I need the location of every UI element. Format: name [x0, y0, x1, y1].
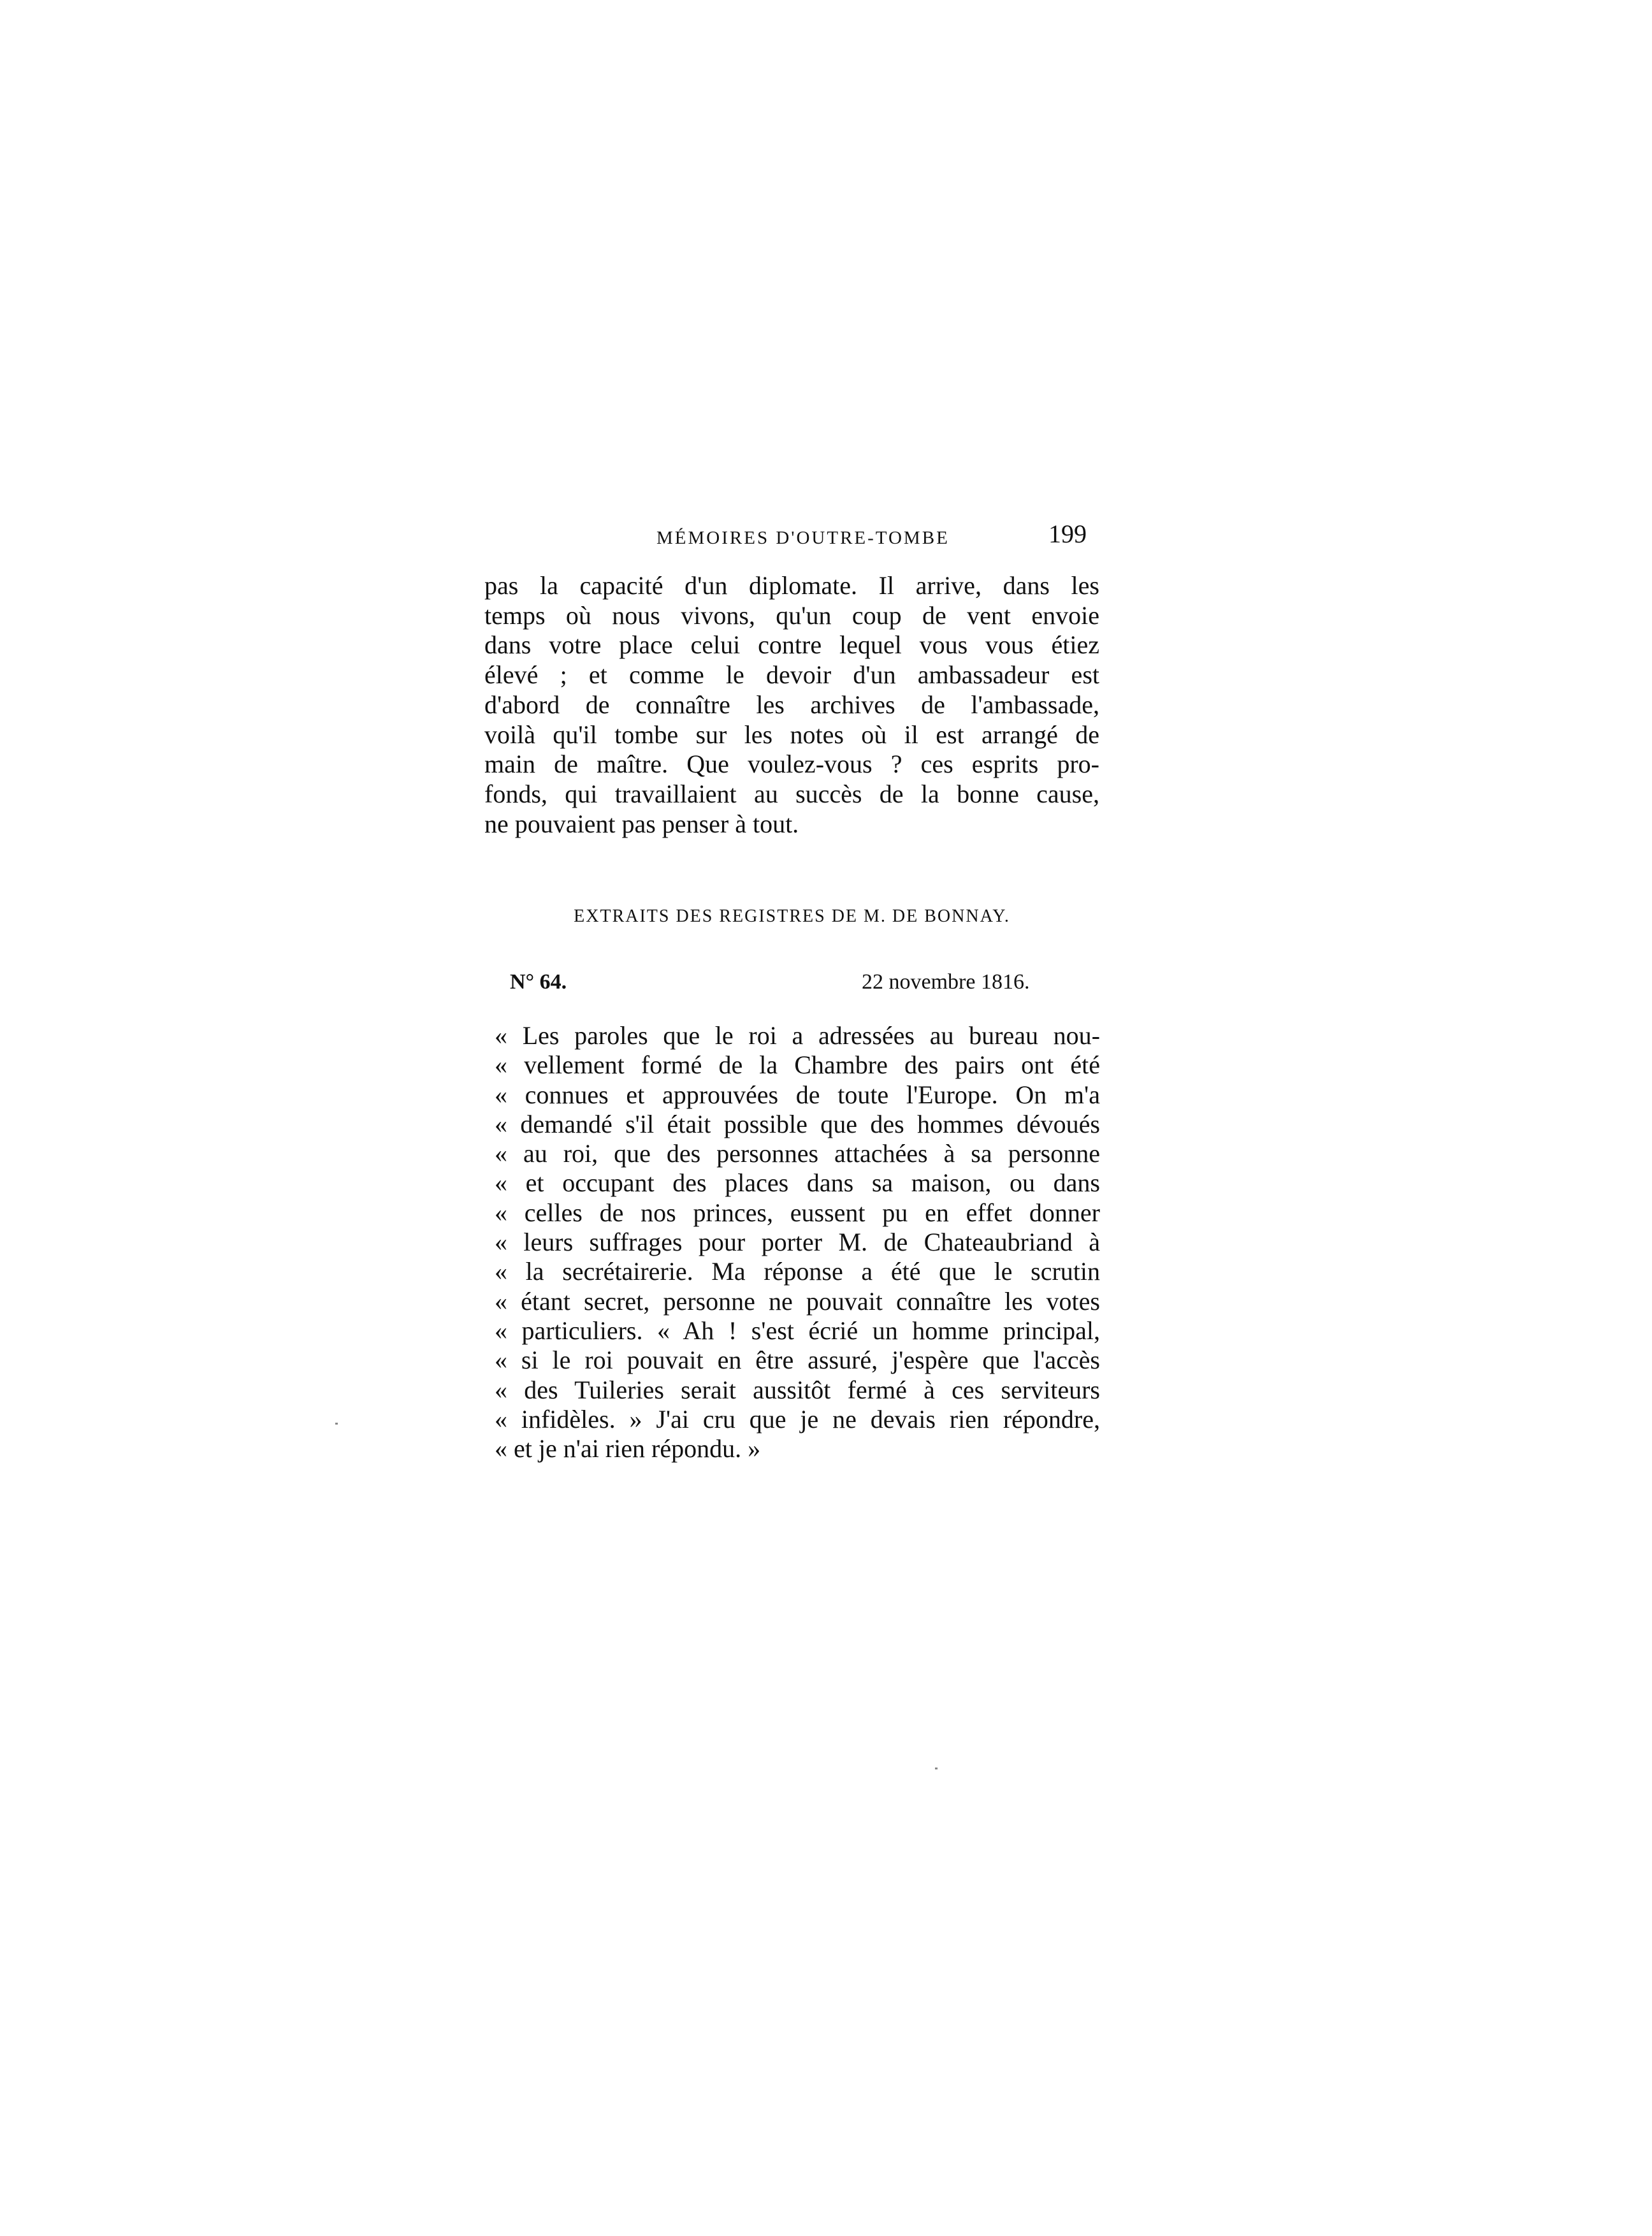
page-number: 199 — [1048, 519, 1087, 548]
scan-speck — [935, 1768, 938, 1769]
text-line: fonds, qui travaillaient au succès de la bonne cause, — [484, 779, 1099, 808]
entry-date: 22 novembre 1816. — [862, 970, 1030, 994]
quote-line: « particuliers. « Ah ! s'est écrié un homme principal, — [495, 1316, 1100, 1345]
quote-line: « vellement formé de la Chambre des pairs ont été — [495, 1050, 1100, 1080]
text-line: élevé ; et comme le devoir d'un ambassadeur est — [484, 660, 1099, 690]
text-line: dans votre place celui contre lequel vous vous étiez — [484, 630, 1099, 660]
text-line: pas la capacité d'un diplomate. Il arrive, dans les — [484, 571, 1099, 600]
text-line: ne pouvaient pas penser à tout. — [484, 809, 799, 838]
quote-line: « des Tuileries serait aussitôt fermé à ces serviteurs — [495, 1375, 1100, 1404]
body-paragraph — [484, 571, 1099, 839]
quote-line: « celles de nos princes, eussent pu en effet donner — [495, 1198, 1100, 1227]
quote-line: « si le roi pouvait en être assuré, j'espère que l'accès — [495, 1346, 1100, 1375]
quote-line: « connues et approuvées de toute l'Europe. On m'a — [495, 1080, 1100, 1109]
text-line: temps où nous vivons, qu'un coup de vent envoie — [484, 600, 1099, 630]
running-head — [484, 519, 1099, 557]
quote-line: « et je n'ai rien répondu. » — [495, 1434, 761, 1463]
text-line: voilà qu'il tombe sur les notes où il est arrangé de — [484, 720, 1099, 749]
quote-line: « leurs suffrages pour porter M. de Chateaubriand à — [495, 1228, 1100, 1257]
quote-line: « infidèles. » J'ai cru que je ne devais rien répondre, — [495, 1404, 1100, 1434]
quote-line: « et occupant des places dans sa maison, ou dans — [495, 1168, 1100, 1198]
quote-line: « demandé s'il était possible que des hommes dévoués — [495, 1109, 1100, 1138]
quote-line: « étant secret, personne ne pouvait connaître les votes — [495, 1286, 1100, 1316]
running-head-title: MÉMOIRES D'OUTRE-TOMBE — [656, 528, 950, 548]
text-line: main de maître. Que voulez-vous ? ces esprits pro- — [484, 750, 1099, 779]
quote-line: « au roi, que des personnes attachées à sa personne — [495, 1139, 1100, 1168]
text-line: d'abord de connaître les archives de l'ambassade, — [484, 690, 1099, 719]
quote-line: « Les paroles que le roi a adressées au bureau nou- — [495, 1021, 1100, 1050]
entry-number: N° 64. — [510, 970, 567, 994]
quote-line: « la secrétairerie. Ma réponse a été que le scrutin — [495, 1257, 1100, 1286]
scan-speck — [335, 1423, 338, 1425]
section-title: EXTRAITS DES REGISTRES DE M. DE BONNAY. — [574, 906, 1010, 926]
quoted-letter — [495, 1021, 1100, 1463]
